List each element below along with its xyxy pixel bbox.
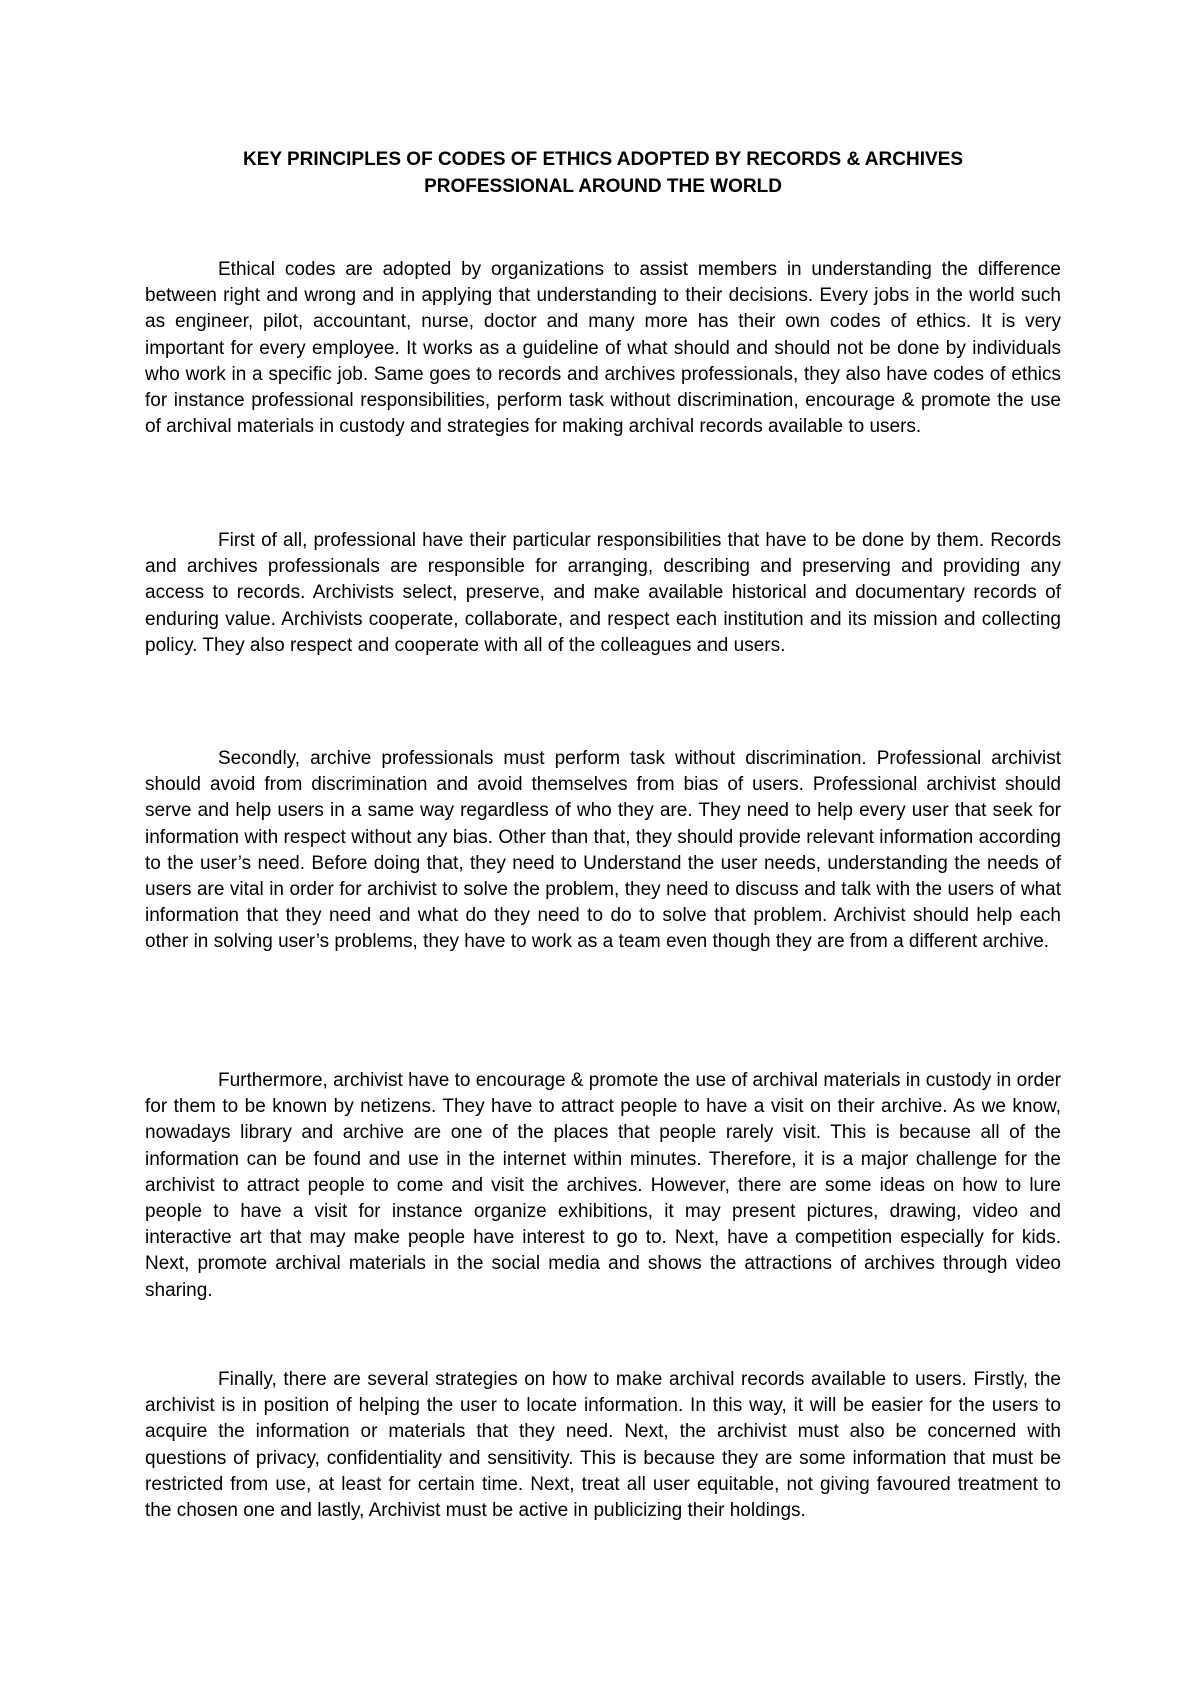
document-title [145,146,1061,200]
title-line-2: PROFESSIONAL AROUND THE WORLD [424,176,782,197]
paragraph-responsibilities: First of all, professional have their particular responsibilities that have to be done by them. Records and archives professionals are responsible for arranging, describing and preserving and providing any access to records. Archivists select, preserve, and make available historical and documentary records of enduring value. Archivists cooperate, collaborate, and respect each institution and its mission and collecting policy. They also respect and cooperate with all of the colleagues and users. [145,530,1061,656]
paragraph-availability-strategies: Finally, there are several strategies on how to make archival records available to users. Firstly, the archivist is in position of helping the user to locate information. In this way, it will be easier for the users to acquire the information or materials that they need. Next, the archivist must also be concerned with questions of privacy, confidentiality and sensitivity. This is because they are some information that must be restricted from use, at least for certain time. Next, treat all user equitable, not giving favoured treatment to the chosen one and lastly, Archivist must be active in publicizing their holdings. [145,1369,1061,1522]
paragraph-introduction: Ethical codes are adopted by organizations to assist members in understanding the difference between right and wrong and in applying that understanding to their decisions. Every jobs in the world such as engineer, pilot, accountant, nurse, doctor and many more has their own codes of ethics. It is very important for every employee. It works as a guideline of what should and should not be done by individuals who work in a specific job. Same goes to records and archives professionals, they also have codes of ethics for instance professional responsibilities, perform task without discrimination, encourage & promote the use of archival materials in custody and strategies for making archival records available to users. [145,259,1061,438]
title-line-1: KEY PRINCIPLES OF CODES OF ETHICS ADOPTED BY RECORDS & ARCHIVES [243,149,963,170]
paragraph-promote-archival-materials: Furthermore, archivist have to encourage & promote the use of archival materials in custody in order for them to be known by netizens. They have to attract people to have a visit on their archive. As we know, nowadays library and archive are one of the places that people rarely visit. This is because all of the information can be found and use in the internet within minutes. Therefore, it is a major challenge for the archivist to attract people to come and visit the archives. However, there are some ideas on how to lure people to have a visit for instance organize exhibitions, it may present pictures, drawing, video and interactive art that may make people have interest to go to. Next, have a competition especially for kids. Next, promote archival materials in the social media and shows the attractions of archives through video sharing. [145,1070,1061,1301]
paragraph-without-discrimination: Secondly, archive professionals must perform task without discrimination. Professional archivist should avoid from discrimination and avoid themselves from bias of users. Professional archivist should serve and help users in a same way regardless of who they are. They need to help every user that seek for information with respect without any bias. Other than that, they should provide relevant information according to the user’s need. Before doing that, they need to Understand the user needs, understanding the needs of users are vital in order for archivist to solve the problem, they need to discuss and talk with the users of what information that they need and what do they need to do to solve that problem. Archivist should help each other in solving user’s problems, they have to work as a team even though they are from a different archive. [145,748,1061,953]
